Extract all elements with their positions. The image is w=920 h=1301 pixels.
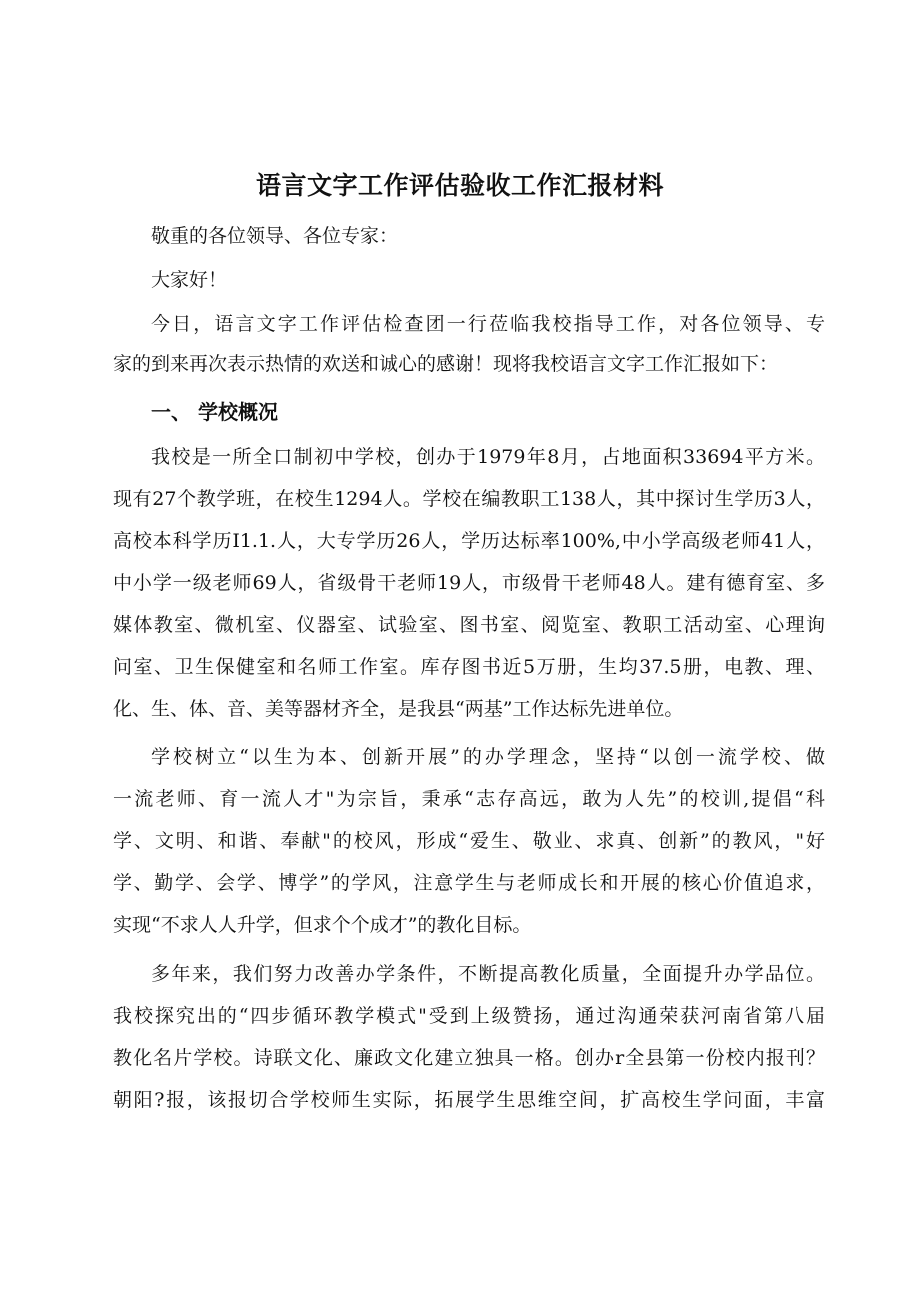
salutation: 敬重的各位领导、各位专家：	[151, 225, 399, 247]
paragraph-line: 我校是一所全口制初中学校，创办于1979年8月，占地面积33694平方米。	[151, 446, 825, 468]
paragraph-line: 化、生、体、音、美等器材齐全，是我县“两基”工作达标先进单位。	[113, 698, 684, 720]
paragraph-line: 朝阳?报，该报切合学校师生实际，拓展学生思维空间，扩高校生学问面，丰富	[113, 1089, 825, 1111]
paragraph-line: 学、勤学、会学、博学”的学风，注意学生与老师成长和开展的核心价值追求，	[113, 872, 825, 894]
paragraph-line: 教化名片学校。诗联文化、廉政文化建立独具一格。创办r全县第一份校内报刊？	[113, 1047, 825, 1069]
paragraph-line: 学校树立“以生为本、创新开展”的办学理念，坚持“以创一流学校、做	[151, 746, 825, 768]
paragraph-line: 实现“不求人人升学，但求个个成才”的教化目标。	[113, 914, 532, 936]
paragraph-line: 一流老师、育一流人才"为宗旨，秉承“志存高远，敢为人先”的校训,提倡“科	[113, 788, 825, 810]
paragraph-line: 我校探究出的“四步循环教学模式"受到上级赞扬，通过沟通荣获河南省第八届	[113, 1005, 825, 1027]
paragraph-line: 现有27个教学班，在校生1294人。学校在编教职工138人，其中探讨生学历3人，	[113, 488, 825, 510]
paragraph-line: 中小学一级老师69人，省级骨干老师19人，市级骨干老师48人。建有德育室、多	[113, 572, 825, 594]
paragraph-line: 问室、卫生保健室和名师工作室。库存图书近5万册，生均37.5册，电教、理、	[113, 656, 825, 678]
greeting: 大家好！	[151, 269, 228, 291]
intro-line: 今日，语言文字工作评估检查团一行莅临我校指导工作，对各位领导、专	[151, 313, 825, 335]
paragraph-line: 高校本科学历I1.1.人，大专学历26人，学历达标率100%,中小学高级老师41人，	[113, 530, 825, 552]
paragraph-line: 媒体教室、微机室、仪器室、试验室、图书室、阅览室、教职工活动室、心理询	[113, 614, 825, 636]
intro-line: 家的到来再次表示热情的欢送和诚心的感谢！现将我校语言文字工作汇报如下：	[113, 353, 779, 375]
paragraph-line: 学、文明、和谐、奉献"的校风，形成“爱生、敬业、求真、创新”的教风，"好	[113, 830, 825, 852]
section-heading: 一、 学校概况	[151, 400, 278, 424]
paragraph-line: 多年来，我们努力改善办学条件，不断提高教化质量，全面提升办学品位。	[151, 963, 825, 985]
document-title: 语言文字工作评估验收工作汇报材料	[255, 171, 664, 200]
